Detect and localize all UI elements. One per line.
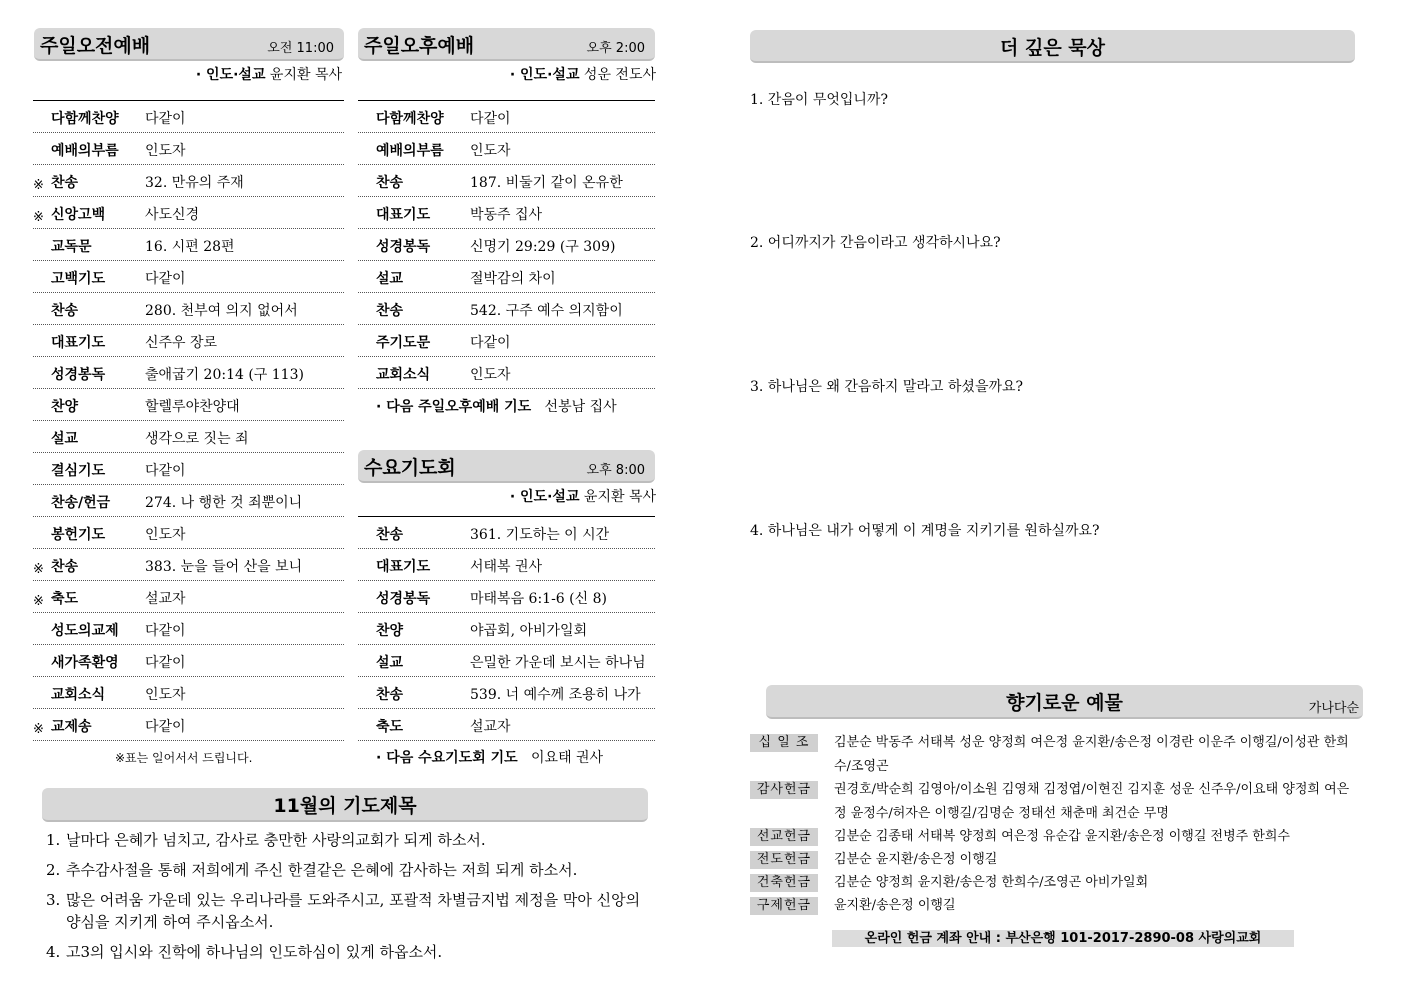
standing-note: ※표는 일어서서 드립니다. xyxy=(115,751,253,765)
offering-names: 김분순 김종태 서태복 양정희 여은정 유순갑 윤지환/송은정 이행길 전병주 한희수 xyxy=(834,829,1290,844)
prayer-topic-item xyxy=(46,941,646,963)
morning-leader-label: · 인도·설교 xyxy=(195,67,266,83)
standing-mark: ※ xyxy=(33,562,44,577)
morning-order-row xyxy=(33,485,344,517)
morning-order-row xyxy=(33,197,344,229)
morning-order-label: 축도 xyxy=(51,591,79,607)
morning-order-row xyxy=(33,517,344,549)
wednesday-leader-label: · 인도·설교 xyxy=(509,489,580,505)
afternoon-order-row xyxy=(358,261,655,293)
afternoon-leader-name: 성운 전도사 xyxy=(583,67,656,83)
morning-order-value: 할렐루야찬양대 xyxy=(145,399,240,415)
morning-order-row xyxy=(33,133,344,165)
wednesday-order-value: 마태복음 6:1-6 (신 8) xyxy=(470,591,607,607)
wednesday-order-row xyxy=(358,517,655,549)
offering-row xyxy=(750,828,1360,849)
wednesday-order-row xyxy=(358,581,655,613)
morning-order-label: 교제송 xyxy=(51,719,92,735)
standing-mark: ※ xyxy=(33,210,44,225)
morning-order-label: 찬송/헌금 xyxy=(51,495,111,511)
afternoon-order-value: 다같이 xyxy=(470,335,511,351)
morning-order-row xyxy=(33,101,344,133)
morning-order-value: 다같이 xyxy=(145,111,186,127)
afternoon-leader xyxy=(510,64,656,84)
morning-order-label: 결심기도 xyxy=(51,463,106,479)
wednesday-order-value: 361. 기도하는 이 시간 xyxy=(470,527,610,543)
afternoon-next-prayer xyxy=(376,396,617,416)
morning-order-value: 32. 만유의 주재 xyxy=(145,175,244,191)
morning-order-label: 예배의부름 xyxy=(51,143,119,159)
afternoon-order-row xyxy=(358,133,655,165)
morning-order-label: 성도의교제 xyxy=(51,623,119,639)
morning-order-row xyxy=(33,581,344,613)
morning-order-label: 신앙고백 xyxy=(51,207,106,223)
offering-order-note: 가나다순 xyxy=(1308,701,1359,716)
afternoon-service-time: 오후 2:00 xyxy=(586,41,645,56)
afternoon-order-row xyxy=(358,165,655,197)
afternoon-order-value: 542. 구주 예수 의지함이 xyxy=(470,303,623,319)
morning-order-row xyxy=(33,325,344,357)
afternoon-order-list xyxy=(358,100,655,389)
standing-mark: ※ xyxy=(33,722,44,737)
afternoon-order-label: 주기도문 xyxy=(376,335,431,351)
prayer-topic-item xyxy=(46,889,646,933)
morning-order-row xyxy=(33,677,344,709)
morning-order-value: 다같이 xyxy=(145,463,186,479)
offering-list xyxy=(750,734,1360,920)
wednesday-header xyxy=(358,450,655,483)
morning-order-label: 교회소식 xyxy=(51,687,106,703)
morning-order-value: 다같이 xyxy=(145,655,186,671)
afternoon-order-value: 인도자 xyxy=(470,143,511,159)
offering-category: 구제헌금 xyxy=(750,897,818,915)
afternoon-order-row xyxy=(358,357,655,389)
prayer-topic-number: 4. xyxy=(46,943,61,961)
afternoon-leader-label: · 인도·설교 xyxy=(509,67,580,83)
standing-mark: ※ xyxy=(33,178,44,193)
meditation-title: 더 깊은 묵상 xyxy=(1000,37,1105,59)
wednesday-next-name: 이요태 권사 xyxy=(531,750,604,766)
wednesday-order-value: 은밀한 가운데 보시는 하나님 xyxy=(470,655,646,671)
wednesday-title: 수요기도회 xyxy=(364,457,456,479)
wednesday-order-label: 축도 xyxy=(376,719,404,735)
morning-order-value: 다같이 xyxy=(145,623,186,639)
prayer-topic-item xyxy=(46,829,646,851)
morning-order-label: 새가족환영 xyxy=(51,655,119,671)
afternoon-order-label: 찬송 xyxy=(376,175,404,191)
morning-order-label: 대표기도 xyxy=(51,335,106,351)
meditation-header xyxy=(750,30,1355,63)
afternoon-next-label: · 다음 주일오후예배 기도 xyxy=(376,399,532,415)
morning-order-list xyxy=(33,100,344,741)
morning-order-label: 성경봉독 xyxy=(51,367,106,383)
prayer-topics-header xyxy=(42,788,648,822)
prayer-topics-list xyxy=(46,829,646,971)
morning-order-row xyxy=(33,421,344,453)
prayer-topic-text: 날마다 은혜가 넘치고, 감사로 충만한 사랑의교회가 되게 하소서. xyxy=(66,831,486,849)
morning-order-value: 사도신경 xyxy=(145,207,200,223)
wednesday-order-value: 설교자 xyxy=(470,719,511,735)
offering-names: 권경호/박순희 김영아/이소원 김영채 김정엽/이현진 김지훈 성운 신주우/이요태 양정희 여은정 윤정수/허자은 이행길/김명순 정태선 채춘매 최건순 무명 xyxy=(834,782,1350,821)
morning-order-row xyxy=(33,229,344,261)
offering-row xyxy=(750,781,1360,826)
afternoon-order-value: 187. 비둘기 같이 온유한 xyxy=(470,175,623,191)
online-account-notice: 온라인 헌금 계좌 안내 : 부산은행 101-2017-2890-08 사랑의교회 xyxy=(832,930,1294,947)
prayer-topic-number: 3. xyxy=(46,891,61,909)
afternoon-service-title: 주일오후예배 xyxy=(364,35,475,57)
morning-order-row xyxy=(33,709,344,741)
morning-order-label: 찬송 xyxy=(51,303,79,319)
prayer-topic-number: 1. xyxy=(46,831,61,849)
morning-leader-name: 윤지환 목사 xyxy=(269,67,342,83)
prayer-topic-text: 고3의 입시와 진학에 하나님의 인도하심이 있게 하옵소서. xyxy=(66,943,443,961)
morning-order-value: 생각으로 짓는 죄 xyxy=(145,431,249,447)
afternoon-order-value: 박동주 집사 xyxy=(470,207,543,223)
afternoon-order-row xyxy=(358,229,655,261)
offering-category: 전도헌금 xyxy=(750,851,818,869)
offering-names: 김분순 윤지환/송은정 이행길 xyxy=(834,852,998,867)
morning-order-row xyxy=(33,645,344,677)
afternoon-order-label: 설교 xyxy=(376,271,404,287)
offering-category: 십 일 조 xyxy=(750,734,818,752)
morning-order-value: 383. 눈을 들어 산을 보니 xyxy=(145,559,303,575)
meditation-question-3: 3. 하나님은 왜 간음하지 말라고 하셨을까요? xyxy=(750,379,1024,395)
wednesday-order-label: 설교 xyxy=(376,655,404,671)
morning-order-value: 출애굽기 20:14 (구 113) xyxy=(145,367,304,383)
wednesday-order-list xyxy=(358,516,655,741)
prayer-topic-number: 2. xyxy=(46,861,61,879)
afternoon-order-row xyxy=(358,325,655,357)
wednesday-order-row xyxy=(358,549,655,581)
wednesday-order-row xyxy=(358,613,655,645)
offering-row xyxy=(750,851,1360,872)
afternoon-order-label: 대표기도 xyxy=(376,207,431,223)
afternoon-order-value: 절박감의 차이 xyxy=(470,271,556,287)
morning-order-value: 인도자 xyxy=(145,143,186,159)
morning-order-label: 찬양 xyxy=(51,399,79,415)
morning-order-value: 다같이 xyxy=(145,271,186,287)
morning-order-row xyxy=(33,389,344,421)
meditation-question-4: 4. 하나님은 내가 어떻게 이 계명을 지키기를 원하실까요? xyxy=(750,523,1100,539)
wednesday-order-label: 찬양 xyxy=(376,623,404,639)
offering-row xyxy=(750,897,1360,918)
morning-order-row xyxy=(33,293,344,325)
afternoon-order-row xyxy=(358,293,655,325)
morning-order-value: 설교자 xyxy=(145,591,186,607)
wednesday-order-label: 성경봉독 xyxy=(376,591,431,607)
morning-order-value: 인도자 xyxy=(145,527,186,543)
standing-mark: ※ xyxy=(33,594,44,609)
afternoon-order-value: 다같이 xyxy=(470,111,511,127)
afternoon-order-row xyxy=(358,101,655,133)
morning-order-row xyxy=(33,357,344,389)
morning-order-label: 다함께찬양 xyxy=(51,111,119,127)
afternoon-service-header xyxy=(358,28,655,61)
prayer-topics-title: 11월의 기도제목 xyxy=(273,795,417,817)
meditation-question-2: 2. 어디까지가 간음이라고 생각하시나요? xyxy=(750,235,1001,251)
morning-order-value: 인도자 xyxy=(145,687,186,703)
morning-order-label: 찬송 xyxy=(51,175,79,191)
afternoon-order-label: 예배의부름 xyxy=(376,143,444,159)
offering-names: 김분순 박동주 서태복 성운 양정희 여은정 윤지환/송은정 이경란 이운주 이행길/이성관 한희수/조영곤 xyxy=(834,735,1349,774)
wednesday-leader xyxy=(510,486,656,506)
afternoon-order-value: 인도자 xyxy=(470,367,511,383)
offering-category: 선교헌금 xyxy=(750,828,818,846)
wednesday-order-label: 대표기도 xyxy=(376,559,431,575)
morning-order-value: 280. 천부여 의지 없어서 xyxy=(145,303,298,319)
prayer-topic-item xyxy=(46,859,646,881)
offering-names: 윤지환/송은정 이행길 xyxy=(834,898,956,913)
morning-order-label: 교독문 xyxy=(51,239,92,255)
afternoon-order-row xyxy=(358,197,655,229)
wednesday-order-value: 539. 너 예수께 조용히 나가 xyxy=(470,687,641,703)
morning-order-row xyxy=(33,261,344,293)
afternoon-order-label: 찬송 xyxy=(376,303,404,319)
wednesday-order-label: 찬송 xyxy=(376,527,404,543)
wednesday-time: 오후 8:00 xyxy=(586,463,645,478)
wednesday-order-row xyxy=(358,709,655,741)
morning-order-value: 신주우 장로 xyxy=(145,335,218,351)
wednesday-order-row xyxy=(358,645,655,677)
morning-order-value: 다같이 xyxy=(145,719,186,735)
offering-names: 김분순 양정희 윤지환/송은정 한희수/조영곤 아비가일회 xyxy=(834,875,1149,890)
morning-leader xyxy=(196,64,342,84)
morning-order-label: 봉헌기도 xyxy=(51,527,106,543)
wednesday-next-label: · 다음 수요기도회 기도 xyxy=(376,750,518,766)
wednesday-order-row xyxy=(358,677,655,709)
morning-order-label: 고백기도 xyxy=(51,271,106,287)
offering-title: 향기로운 예물 xyxy=(1006,692,1123,714)
offering-row xyxy=(750,734,1360,779)
morning-order-row xyxy=(33,165,344,197)
wednesday-order-value: 서태복 권사 xyxy=(470,559,543,575)
prayer-topic-text: 많은 어려움 가운데 있는 우리나라를 도와주시고, 포괄적 차별금지법 제정을 막아 신앙의 양심을 지키게 하여 주시옵소서. xyxy=(66,891,641,931)
afternoon-order-label: 성경봉독 xyxy=(376,239,431,255)
morning-order-label: 찬송 xyxy=(51,559,79,575)
afternoon-order-label: 교회소식 xyxy=(376,367,431,383)
morning-service-time: 오전 11:00 xyxy=(267,41,334,56)
afternoon-order-value: 신명기 29:29 (구 309) xyxy=(470,239,616,255)
wednesday-leader-name: 윤지환 목사 xyxy=(583,489,656,505)
morning-order-value: 16. 시편 28편 xyxy=(145,239,235,255)
offering-row xyxy=(750,874,1360,895)
meditation-question-1: 1. 간음이 무엇입니까? xyxy=(750,92,888,108)
morning-service-header xyxy=(34,28,344,61)
afternoon-next-name: 선봉남 집사 xyxy=(544,399,617,415)
morning-order-row xyxy=(33,453,344,485)
morning-order-value: 274. 나 행한 것 죄뿐이니 xyxy=(145,495,303,511)
morning-order-row xyxy=(33,549,344,581)
morning-service-title: 주일오전예배 xyxy=(40,35,151,57)
wednesday-order-label: 찬송 xyxy=(376,687,404,703)
afternoon-order-label: 다함께찬양 xyxy=(376,111,444,127)
morning-order-row xyxy=(33,613,344,645)
wednesday-next-prayer xyxy=(376,747,603,767)
offering-category: 건축헌금 xyxy=(750,874,818,892)
prayer-topic-text: 추수감사절을 통해 저희에게 주신 한결같은 은혜에 감사하는 저희 되게 하소서. xyxy=(66,861,578,879)
wednesday-order-value: 야곱회, 아비가일회 xyxy=(470,623,588,639)
offering-category: 감사헌금 xyxy=(750,781,818,799)
offering-header xyxy=(766,685,1363,719)
morning-order-label: 설교 xyxy=(51,431,79,447)
